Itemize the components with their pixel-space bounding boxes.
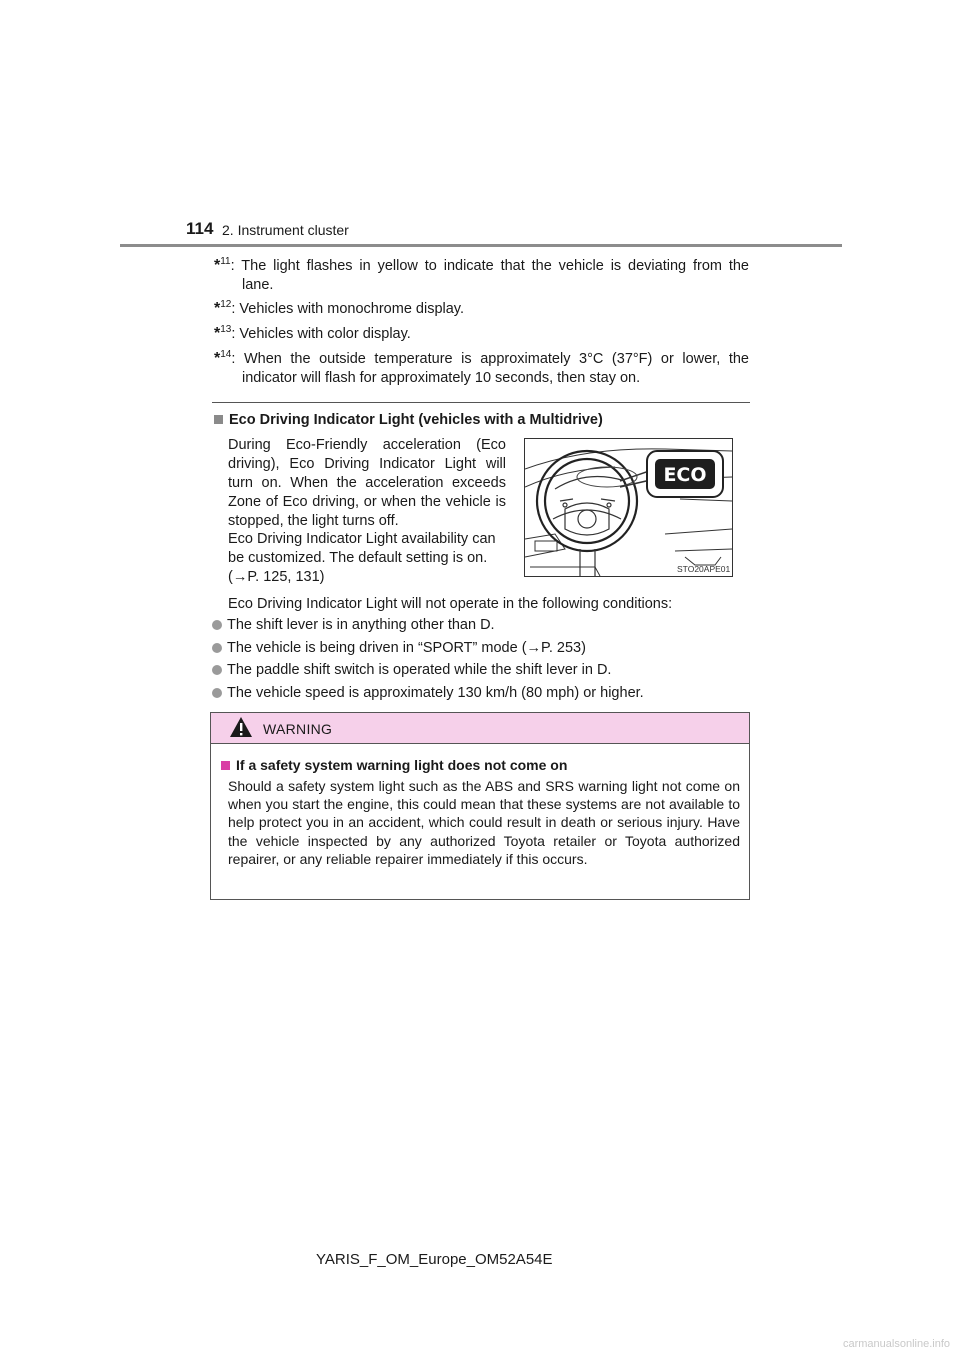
customize-note bbox=[228, 530, 513, 587]
header-divider bbox=[120, 244, 842, 247]
footnote-number: 11 bbox=[220, 256, 231, 268]
bullet-icon bbox=[212, 620, 222, 630]
customize-note-line: be customized. The default setting is on. bbox=[228, 550, 488, 566]
warning-subheading-text: If a safety system warning light does not come on bbox=[236, 757, 568, 773]
eco-badge-label: ECO bbox=[663, 464, 707, 486]
footnote-text-continued: indicator will flash for approximately 10 seconds, then stay on. bbox=[242, 370, 641, 386]
watermark: carmanualsonline.info bbox=[842, 1338, 950, 1350]
condition-text: The shift lever is in anything other than D. bbox=[227, 617, 495, 633]
conditions-intro: Eco Driving Indicator Light will not operate in the following conditions: bbox=[228, 596, 673, 612]
page-reference: (→P. 125, 131) bbox=[228, 569, 325, 585]
warning-triangle-icon bbox=[229, 716, 253, 738]
condition-item bbox=[212, 640, 586, 656]
bullet-icon bbox=[212, 665, 222, 675]
footnote-mark: * bbox=[214, 325, 221, 342]
footnote-mark: * bbox=[214, 300, 221, 317]
document-id: YARIS_F_OM_Europe_OM52A54E bbox=[316, 1251, 553, 1268]
bullet-icon bbox=[212, 688, 222, 698]
footnote-mark: * bbox=[214, 350, 221, 367]
warning-box bbox=[210, 712, 750, 900]
section-divider bbox=[212, 402, 750, 403]
page-number: 114 bbox=[186, 219, 214, 238]
footnote-number: 12 bbox=[220, 299, 232, 311]
condition-text: The vehicle speed is approximately 130 km/h (80 mph) or higher. bbox=[227, 685, 644, 701]
condition-item bbox=[212, 685, 644, 701]
warning-header bbox=[211, 713, 749, 744]
footnote-13 bbox=[214, 324, 749, 344]
condition-item bbox=[212, 662, 611, 678]
footnote-14 bbox=[214, 349, 749, 388]
dashboard-drawing bbox=[525, 439, 732, 576]
condition-text: The paddle shift switch is operated while the shift lever in D. bbox=[227, 662, 612, 678]
section-heading bbox=[214, 412, 603, 428]
dashboard-illustration bbox=[524, 438, 733, 577]
warning-title: WARNING bbox=[263, 721, 333, 737]
footnote-text: : The light flashes in yellow to indicate that the vehicle is deviating from the bbox=[230, 258, 749, 274]
warning-marker-icon bbox=[221, 761, 230, 770]
footnote-mark: * bbox=[214, 257, 221, 274]
footnote-text: : Vehicles with color display. bbox=[231, 326, 411, 342]
illustration-code: STO20APE01 bbox=[677, 564, 731, 574]
warning-subheading bbox=[221, 757, 567, 773]
customize-note-line: Eco Driving Indicator Light availability can bbox=[228, 531, 496, 547]
condition-text: The vehicle is being driven in “SPORT” mode (→P. 253) bbox=[227, 640, 586, 656]
eco-description: During Eco-Friendly acceleration (Eco driving), Eco Driving Indicator Light will turn on. When the acceleration exceeds Zone of Eco driving, or when the vehicle is stopped, the light turns off. bbox=[228, 437, 506, 529]
section-marker-icon bbox=[214, 415, 223, 424]
footnote-text: : When the outside temperature is approximately 3°C (37°F) or lower, the bbox=[231, 351, 749, 367]
bullet-icon bbox=[212, 643, 222, 653]
warning-body: Should a safety system light such as the ABS and SRS warning light not come on when you start the engine, this could mean that these systems are not available to help protect you in an accident, which could result in death or serious injury. Have the vehicle inspected by any authorized Toyota retailer or Toyota authorized repairer, or any reliable repairer immediately if this occurs. bbox=[228, 778, 740, 867]
footnote-11 bbox=[214, 256, 749, 295]
chapter-title: 2. Instrument cluster bbox=[222, 222, 349, 238]
condition-item bbox=[212, 617, 495, 633]
footnote-number: 14 bbox=[220, 349, 232, 361]
section-heading-text: Eco Driving Indicator Light (vehicles with a Multidrive) bbox=[229, 412, 603, 428]
footnote-text: : Vehicles with monochrome display. bbox=[231, 301, 465, 317]
footnote-number: 13 bbox=[220, 324, 232, 336]
footnote-12 bbox=[214, 299, 749, 319]
footnote-text-continued: lane. bbox=[242, 277, 274, 293]
